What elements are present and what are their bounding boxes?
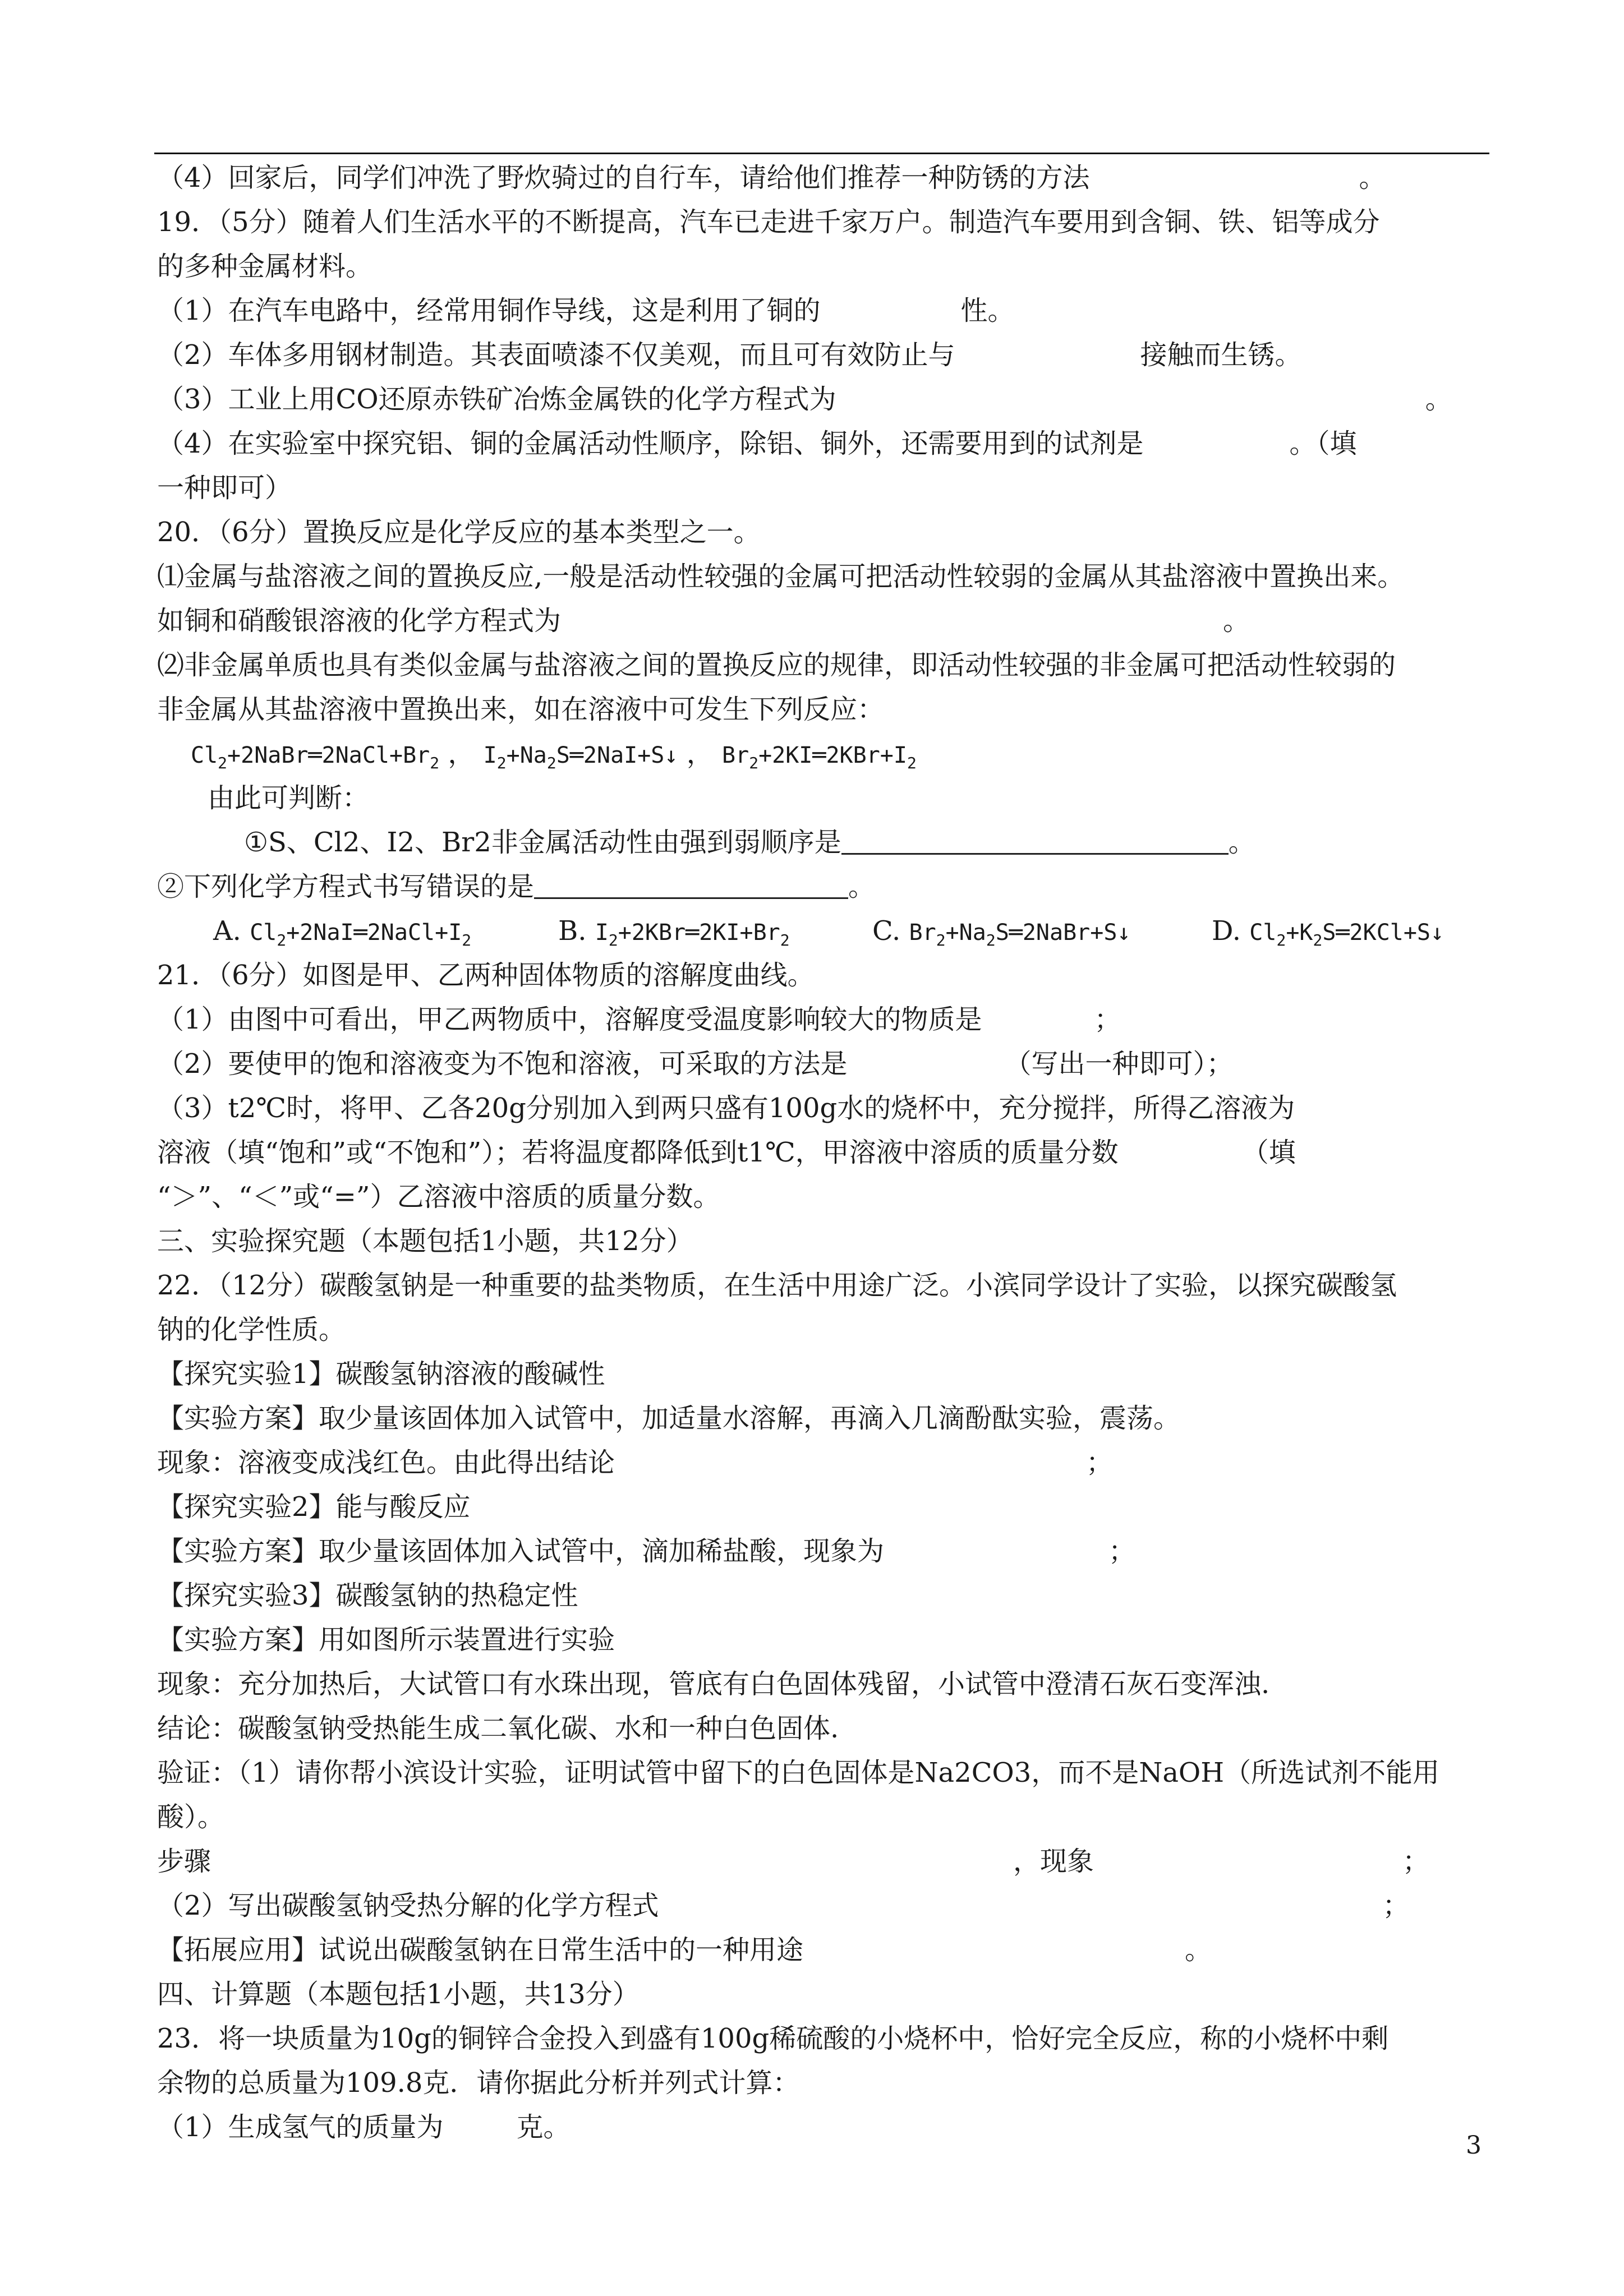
q18-part4: （4）回家后，同学们冲洗了野炊骑过的自行车，请给他们推荐一种防锈的方法 。	[157, 162, 1386, 193]
q22-step-phenomenon: 步骤 ，现象 ；	[157, 1846, 1430, 1877]
q22-stem-cont: 钠的化学性质。	[157, 1314, 346, 1345]
q22-conclusion: 结论：碳酸氢钠受热能生成二氧化碳、水和一种白色固体.	[157, 1713, 839, 1744]
q22-plan2: 【实验方案】取少量该固体加入试管中，滴加稀盐酸，现象为 ；	[157, 1536, 1136, 1567]
q19-stem-cont: 的多种金属材料。	[157, 251, 373, 282]
q22-plan1: 【实验方案】取少量该固体加入试管中，加适量水溶解，再滴入几滴酚酞实验，震荡。	[157, 1403, 1181, 1434]
q21-stem: 21．（6分）如图是甲、乙两种固体物质的溶解度曲线。	[157, 960, 815, 991]
answer-line	[534, 868, 848, 899]
option-b: B. $I_2+2KBr═2KI+Br_2$	[558, 915, 790, 949]
equation-3: $Br_2+2KI═2KBr+I_2$	[722, 743, 917, 772]
q22-exp3: 【探究实验3】碳酸氢钠的热稳定性	[157, 1580, 578, 1611]
q21-part3-cont2: “＞”、“＜”或“=”）乙溶液中溶质的质量分数。	[157, 1181, 720, 1212]
q20-reaction-equations: $Cl_2+2NaBr═2NaCl+Br_2$ ， $I_2+Na_2S═2NaI+S↓$ ， $Br_2+2KI═2KBr+I_2$	[191, 738, 917, 772]
q21-part3-cont: 溶液（填“饱和”或“不饱和”）；若将温度都降低到t1℃，甲溶液中溶质的质量分数 （填	[157, 1137, 1296, 1168]
q20-stem: 20．（6分）置换反应是化学反应的基本类型之一。	[157, 517, 761, 548]
q19-part4: （4）在实验室中探究铝、铜的金属活动性顺序，除铝、铜外，还需要用到的试剂是 。（填	[157, 428, 1357, 459]
q23-stem: 23．将一块质量为10g的铜锌合金投入到盛有100g稀硫酸的小烧杯中，恰好完全反应，称的小烧杯中剩	[157, 2023, 1389, 2054]
q22-observation1: 现象：溶液变成浅红色。由此得出结论 ；	[157, 1447, 1114, 1478]
q22-exp2: 【探究实验2】能与酸反应	[157, 1491, 471, 1523]
q22-verify-cont: 酸）。	[157, 1801, 225, 1833]
option-a: A. $Cl_2+2NaI═2NaCl+I_2$	[213, 915, 472, 949]
q21-part3: （3）t2℃时，将甲、乙各20g分别加入到两只盛有100g水的烧杯中，充分搅拌，所得乙溶液为	[157, 1092, 1295, 1124]
q19-part4-cont: 一种即可）	[157, 472, 292, 504]
q22-stem: 22．（12分）碳酸氢钠是一种重要的盐类物质，在生活中用途广泛。小滨同学设计了实验，以探究碳酸氢	[157, 1270, 1397, 1301]
q19-stem: 19．（5分）随着人们生活水平的不断提高，汽车已走进千家万户。制造汽车要用到含铜、铁、铝等成分	[157, 206, 1380, 238]
q22-verify: 验证：（1）请你帮小滨设计实验，证明试管中留下的白色固体是Na2CO3，而不是NaOH（所选试剂不能用	[157, 1757, 1440, 1788]
equation-2: $I_2+Na_2S═2NaI+S↓$	[483, 743, 678, 772]
q22-equation: （2）写出碳酸氢钠受热分解的化学方程式 ；	[157, 1890, 1410, 1921]
page-number: 3	[1466, 2131, 1482, 2160]
q20-judge: 由此可判断：	[208, 782, 370, 814]
q20-question2: ②下列化学方程式书写错误的是 。	[157, 865, 1487, 909]
q23-part1: （1）生成氢气的质量为 克。	[157, 2111, 571, 2143]
page-content	[157, 156, 1487, 2150]
q19-part1: （1）在汽车电路中，经常用铜作导线，这是利用了铜的 性。	[157, 295, 1015, 326]
q20-options	[157, 909, 1487, 953]
q20-part2: ⑵非金属单质也具有类似金属与盐溶液之间的置换反应的规律，即活动性较强的非金属可把活动性较弱的	[157, 649, 1396, 681]
q22-extension: 【拓展应用】试说出碳酸氢钠在日常生活中的一种用途 。	[157, 1934, 1212, 1966]
q19-part2: （2）车体多用钢材制造。其表面喷漆不仅美观，而且可有效防止与 接触而生锈。	[157, 339, 1302, 371]
section-3-heading: 三、实验探究题（本题包括1小题，共12分）	[157, 1225, 693, 1257]
answer-line	[841, 824, 1229, 855]
option-d: D. $Cl_2+K_2S═2KCl+S↓$	[1212, 915, 1444, 949]
q19-part3: （3）工业上用CO还原赤铁矿冶炼金属铁的化学方程式为 。	[157, 384, 1452, 415]
section-4-heading: 四、计算题（本题包括1小题，共13分）	[157, 1979, 640, 2010]
q21-part1: （1）由图中可看出，甲乙两物质中，溶解度受温度影响较大的物质是 ；	[157, 1004, 1121, 1035]
header-rule	[154, 153, 1489, 154]
q20-part2-cont: 非金属从其盐溶液中置换出来，如在溶液中可发生下列反应：	[157, 694, 885, 725]
q20-question1: ①S、Cl2、I2、Br2非金属活动性由强到弱顺序是 。	[157, 820, 1487, 865]
q20-part1: ⑴金属与盐溶液之间的置换反应,一般是活动性较强的金属可把活动性较弱的金属从其盐溶液中置换出来。	[157, 561, 1405, 592]
option-c: C. $Br_2+Na_2S═2NaBr+S↓$	[872, 915, 1131, 949]
q22-observation3: 现象：充分加热后，大试管口有水珠出现，管底有白色固体残留，小试管中澄清石灰石变浑浊.	[157, 1668, 1270, 1700]
equation-1: $Cl_2+2NaBr═2NaCl+Br_2$	[191, 743, 440, 772]
q20-part1-cont: 如铜和硝酸银溶液的化学方程式为 。	[157, 605, 1250, 637]
q22-plan3: 【实验方案】用如图所示装置进行实验	[157, 1624, 615, 1656]
q22-exp1: 【探究实验1】碳酸氢钠溶液的酸碱性	[157, 1358, 605, 1390]
q23-stem-cont: 余物的总质量为109.8克．请你据此分析并列式计算：	[157, 2067, 800, 2099]
q21-part2: （2）要使甲的饱和溶液变为不饱和溶液，可采取的方法是 （写出一种即可）；	[157, 1048, 1234, 1080]
